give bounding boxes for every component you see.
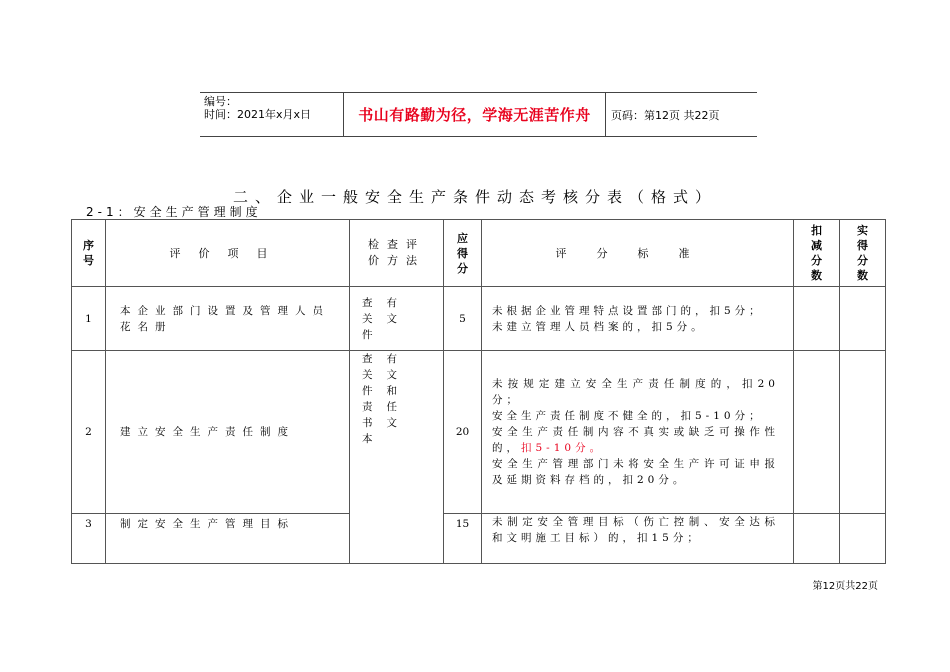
table-header-row [72,220,886,287]
document-title: 二、企业一般安全生产条件动态考核分表（格式） [232,188,717,206]
row-standard [482,287,794,351]
footer-page-number: 第12页共22页 [812,581,878,592]
row-item: 建立安全生产责任制度 [106,351,350,514]
header-page-number: 页码：第12页 共22页 [611,108,720,122]
number-label: 编号： [204,95,237,108]
assessment-table [71,219,886,564]
header-actual: 实得分数 [840,220,886,287]
row-seq: 3 [72,514,106,564]
standard-line: 安全生产管理部门未将安全生产许可证申报及延期资料存档的，扣20分。 [492,458,779,486]
standard-line: 未按规定建立安全生产责任制度的，扣20分； [492,378,779,406]
time-label: 时间：2021年x月x日 [204,108,312,121]
header-divider [605,93,606,136]
row-actual [840,514,886,564]
assessment-table-wrapper [71,219,885,563]
header-seq: 序号 [72,220,106,287]
row-deduct [794,514,840,564]
header-meta [204,95,311,121]
standard-line: 未根据企业管理特点设置部门的，扣5分； [492,304,764,317]
header-method: 检查评价方法 [350,220,444,287]
row-standard [482,351,794,514]
header-standard: 评分标准 [482,220,794,287]
standard-line: 未建立管理人员档案的，扣5分。 [492,320,706,333]
standard-line: 安全生产责任制度不健全的，扣5-10分； [492,410,764,422]
row-score: 5 [444,287,482,351]
row-actual [840,287,886,351]
row-score: 15 [444,514,482,564]
standard-line: 安全生产责任制内容不真实或缺乏可操作性的，扣5-10分。 [492,426,779,454]
row-item: 制定安全生产管理目标 [106,514,350,564]
row-method: 查有关文件和责任书文本 [350,351,444,564]
row-actual [840,351,886,514]
table-row [72,287,886,351]
section-subtitle: 2-1：安全生产管理制度 [86,205,262,219]
row-method: 查有关文件 [350,287,444,351]
red-deduction-text: 扣5-10分。 [521,442,605,454]
row-seq: 2 [72,351,106,514]
row-standard [482,514,794,564]
row-item: 本企业部门设置及管理人员花名册 [106,287,350,351]
page-header [200,92,757,137]
header-motto: 书山有路勤为径，学海无涯苦作舟 [358,106,591,124]
header-deduct: 扣减分数 [794,220,840,287]
row-score: 20 [444,351,482,514]
row-deduct [794,351,840,514]
standard-line: 未制定安全管理目标（伤亡控制、安全达标和文明施工目标）的，扣15分； [492,516,779,544]
table-row [72,351,886,514]
row-deduct [794,287,840,351]
header-score: 应得分 [444,220,482,287]
header-item: 评价项目 [106,220,350,287]
table-row [72,514,886,564]
row-seq: 1 [72,287,106,351]
